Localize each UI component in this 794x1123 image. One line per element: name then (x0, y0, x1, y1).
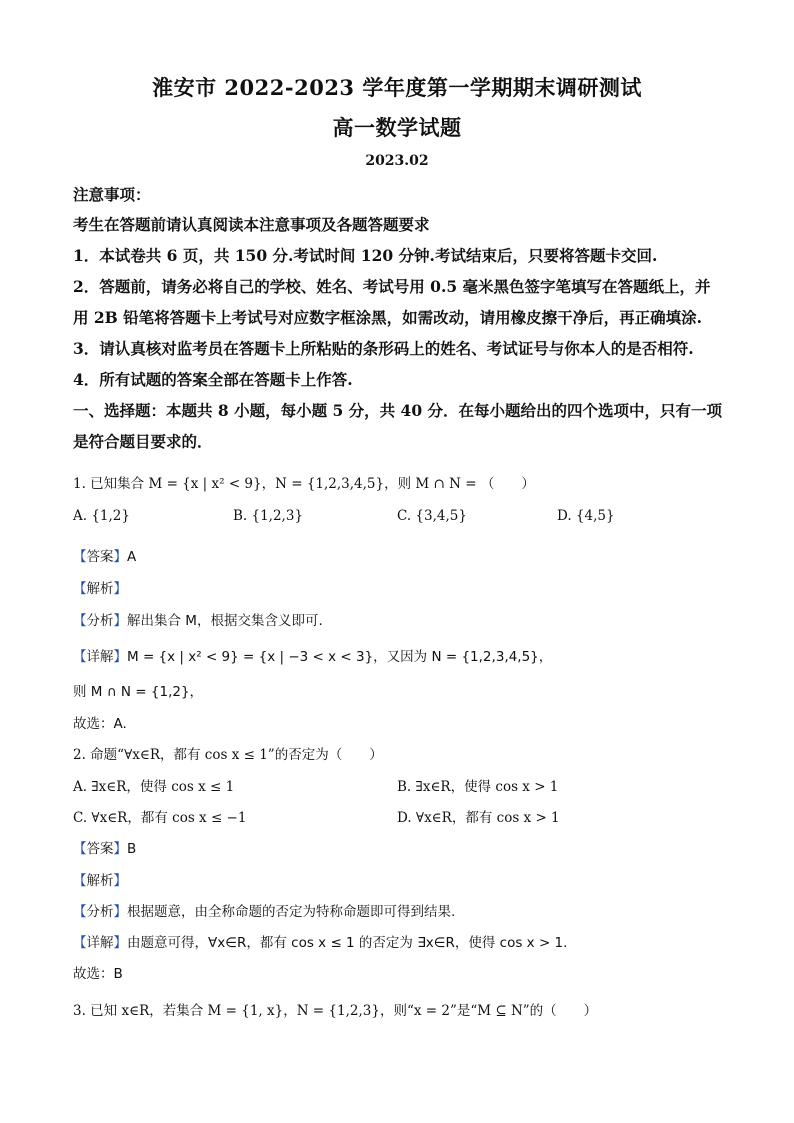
q2-option-a: A. ∃x∈R，使得 cos x ≤ 1 (73, 779, 235, 795)
notice-item: 4．所有试题的答案全部在答题卡上作答. (73, 370, 353, 389)
question-3-stem: 3. 已知 x∈R，若集合 M = {1, x}，N = {1,2,3}，则“x = 2”是“M ⊆ N”的（ ） (73, 1003, 598, 1019)
q1-fenxi: 【分析】解出集合 M，根据交集含义即可. (73, 613, 323, 629)
notice-item: 1．本试卷共 6 页，共 150 分.考试时间 120 分钟.考试结束后，只要将答题卡交回. (73, 246, 658, 265)
q2-choose: 故选：B (73, 966, 123, 982)
q2-fenxi: 【分析】根据题意，由全称命题的否定为特称命题即可得到结果. (73, 904, 456, 920)
q1-option-c: C. {3,4,5} (397, 508, 467, 524)
q1-option-d: D. {4,5} (557, 508, 615, 524)
question-2-stem: 2. 命题“∀x∈R，都有 cos x ≤ 1”的否定为（ ） (73, 747, 383, 763)
q2-analysis-label: 【解析】 (73, 873, 127, 889)
section-heading-cont: 是符合题目要求的． (73, 432, 213, 451)
q1-choose: 故选：A. (73, 716, 127, 732)
notice-heading: 注意事项： (73, 185, 151, 204)
q1-detail: 【详解】M = {x | x² < 9} = {x | −3 < x < 3}，又因为 N = {1,2,3,4,5}， (73, 649, 553, 665)
q2-option-d: D. ∀x∈R，都有 cos x > 1 (397, 810, 560, 826)
notice-item: 3．请认真核对监考员在答题卡上所粘贴的条形码上的姓名、考试证号与你本人的是否相符. (73, 339, 694, 358)
notice-item: 用 2B 铅笔将答题卡上考试号对应数字框涂黑，如需改动，请用橡皮擦干净后，再正确填涂. (73, 308, 703, 327)
page-subtitle: 高一数学试题 (332, 115, 462, 140)
exam-date: 2023.02 (365, 153, 429, 169)
q2-option-c: C. ∀x∈R，都有 cos x ≤ −1 (73, 810, 247, 826)
q2-option-b: B. ∃x∈R，使得 cos x > 1 (397, 779, 559, 795)
notice-intro: 考生在答题前请认真阅读本注意事项及各题答题要求 (73, 215, 430, 234)
notice-item: 2．答题前，请务必将自己的学校、姓名、考试号用 0.5 毫米黑色签字笔填写在答题纸上，并 (73, 277, 711, 296)
q1-option-a: A. {1,2} (73, 508, 130, 524)
q1-detail-cont: 则 M ∩ N = {1,2}， (73, 684, 204, 700)
q2-detail: 【详解】由题意可得，∀x∈R，都有 cos x ≤ 1 的否定为 ∃x∈R，使得 cos x > 1. (73, 935, 568, 951)
section-heading: 一、选择题：本题共 8 小题，每小题 5 分，共 40 分．在每小题给出的四个选项中，只有一项 (73, 401, 723, 420)
question-1-stem: 1. 已知集合 M = {x | x² < 9}，N = {1,2,3,4,5}，则 M ∩ N = （ ） (73, 476, 535, 492)
q1-option-b: B. {1,2,3} (233, 508, 304, 524)
q1-answer: 【答案】A (73, 549, 137, 565)
q2-answer: 【答案】B (73, 841, 137, 857)
page-title: 淮安市 2022-2023 学年度第一学期期末调研测试 (152, 75, 642, 100)
q1-analysis-label: 【解析】 (73, 581, 127, 597)
